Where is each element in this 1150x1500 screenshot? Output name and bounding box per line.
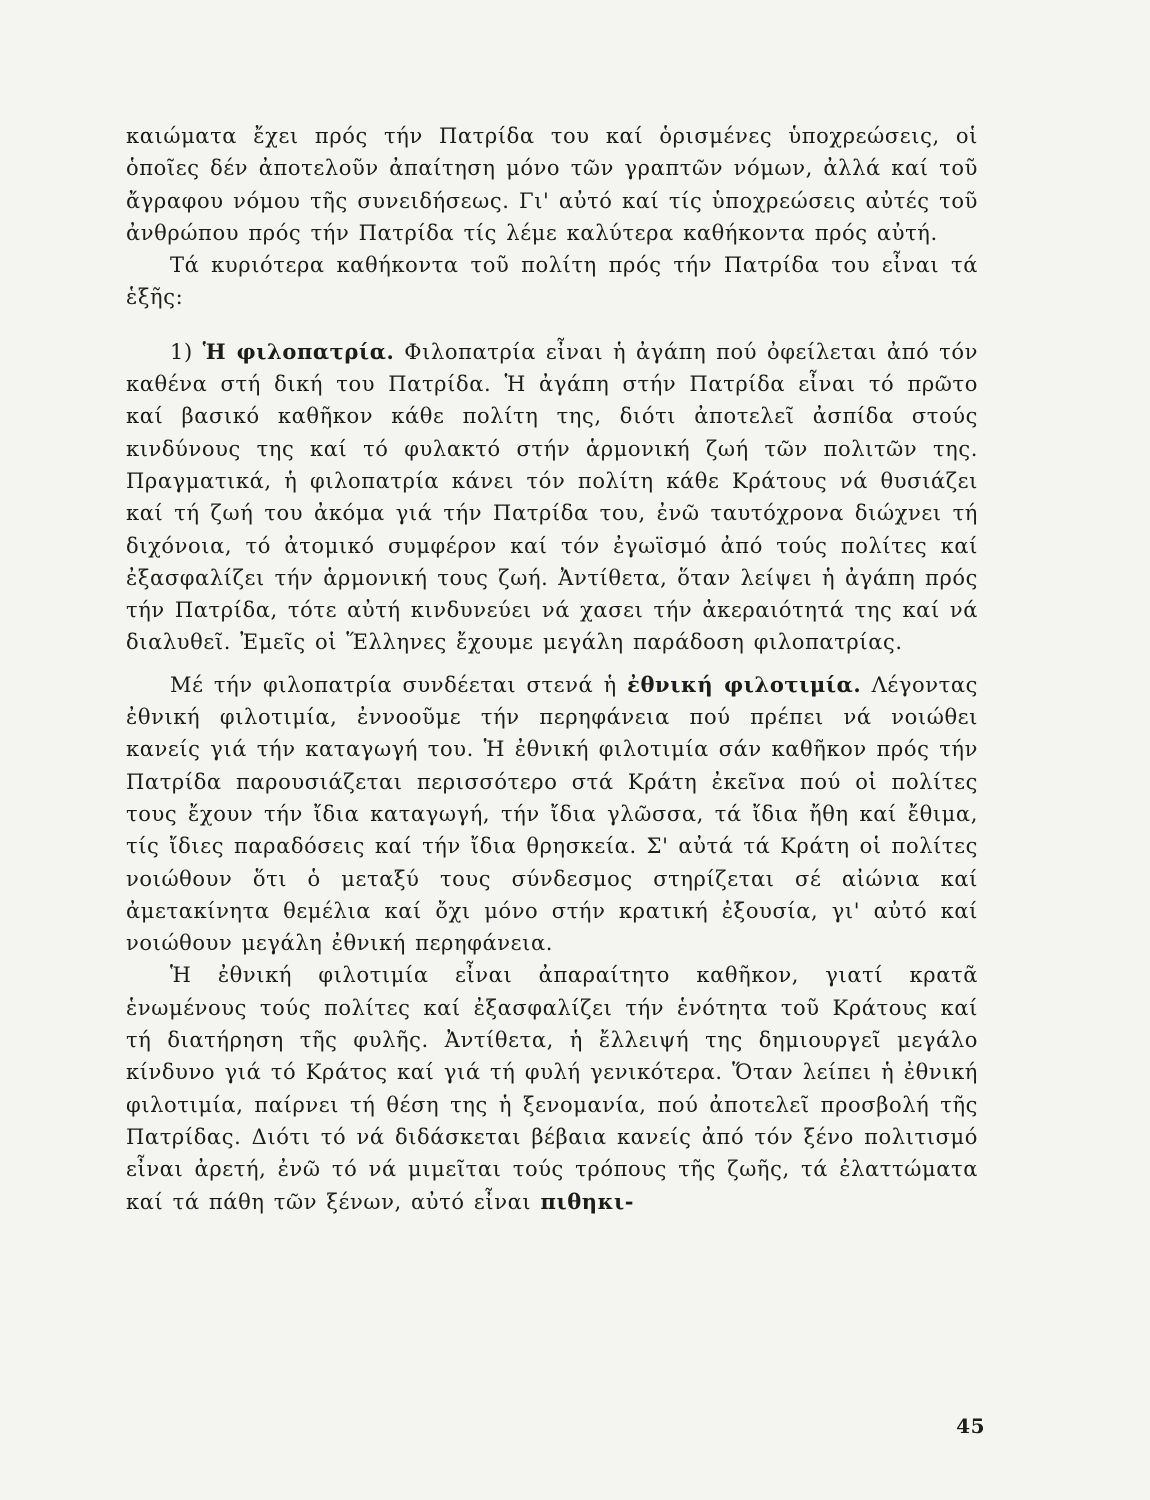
hyphenated-word-end: πιθηκι- bbox=[540, 1188, 635, 1214]
section-heading-patriotism: Ἡ φιλοπατρία. bbox=[202, 338, 395, 364]
paragraph-3-text: Φιλοπατρία εἶναι ἡ ἀγάπη πού ὀφείλεται ἀπό τόν καθένα στή δική του Πατρίδα. Ἡ ἀγάπη στήν Πατρίδα εἶναι τό πρῶτο καί βασικό καθῆκον κάθε πολίτη της, διότι ἀποτελεῖ ἀσπίδα στούς κινδύνους της καί τό φυλακτό στήν ἁρμονική ζωή τῶν πολιτῶν της. Πραγματικά, ἡ φιλοπατρία κάνει τόν πολίτη κάθε Κράτους νά θυσιάζει καί τή ζωή του ἀκόμα γιά τήν Πατρίδα του, ἐνῶ ταυτόχρονα διώχνει τή διχόνοια, τό ἀτομικό συμφέρον καί τόν ἐγωϊσμό ἀπό τούς πολίτες καί ἐξασφαλίζει τήν ἁρμονική τους ζωή. Ἀντίθετα, ὅταν λείψει ἡ ἀγάπη πρός τήν Πατρίδα, τότε αὐτή κινδυνεύει νά χασει τήν ἀκεραιότητά της καί νά διαλυθεῖ. Ἐμεῖς οἱ Ἕλληνες ἔχουμε μεγάλη παράδοση φιλοπατρίας. bbox=[126, 339, 979, 655]
paragraph-continuation bbox=[126, 120, 978, 249]
paragraph-1-text: καιώματα ἔχει πρός τήν Πατρίδα του καί ὁρισμένες ὑποχρεώσεις, οἱ ὁποῖες δέν ἀποτελοῦν ἀπαίτηση μόνο τῶν γραπτῶν νόμων, ἀλλά καί τοῦ ἄγραφου νόμου τῆς συνειδήσεως. Γι' αὐτό καί τίς ὑποχρεώσεις αὐτές τοῦ ἀνθρώπου πρός τήν Πατρίδα τίς λέμε καλύτερα καθήκοντα πρός αὐτή. bbox=[126, 124, 978, 245]
paragraph-4-after: Λέγοντας ἐθνική φιλοτιμία, ἐννοοῦμε τήν περηφάνεια πού πρέπει νά νοιώθει κανείς γιά τήν καταγωγή του. Ἡ ἐθνική φιλοτιμία σάν καθῆκον πρός τήν Πατρίδα παρουσιάζεται περισσότερο στά Κράτη ἐκεῖνα πού οἱ πολίτες τους ἔχουν τήν ἴδια καταγωγή, τήν ἴδια γλῶσσα, τά ἴδια ἤθη καί ἔθιμα, τίς ἴδιες παραδόσεις καί τήν ἴδια θρησκεία. Σ' αὐτά τά Κράτη οἱ πολίτες νοιώθουν ὅτι ὁ μεταξύ τους σύνδεσμος στηρίζεται σέ αἰώνια καί ἀμετακίνητα θεμέλια καί ὄχι μόνο στήν κρατική ἐξουσία, γι' αὐτό καί νοιώθουν μεγάλη ἐθνική περηφάνεια. bbox=[126, 672, 979, 956]
term-national-pride: ἐθνική φιλοτιμία. bbox=[627, 671, 862, 697]
paragraph-necessity bbox=[126, 959, 978, 1217]
paragraph-patriotism bbox=[126, 336, 978, 659]
paragraph-2-text: Τά κυριότερα καθήκοντα τοῦ πολίτη πρός τήν Πατρίδα του εἶναι τά ἑξῆς: bbox=[126, 253, 978, 310]
body-text bbox=[126, 120, 978, 1218]
paragraph-national-pride bbox=[126, 669, 978, 960]
paragraph-4-before: Μέ τήν φιλοπατρία συνδέεται στενά ἡ bbox=[170, 672, 617, 697]
list-number: 1) bbox=[170, 339, 193, 364]
paragraph-duties-intro bbox=[126, 249, 978, 314]
page-number: 45 bbox=[956, 1414, 985, 1438]
paragraph-5-text: Ἡ ἐθνική φιλοτιμία εἶναι ἀπαραίτητο καθῆκον, γιατί κρατᾶ ἑνωμένους τούς πολίτες καί ἐξασφαλίζει τήν ἑνότητα τοῦ Κράτους καί τή διατήρηση τῆς φυλῆς. Ἀντίθετα, ἡ ἔλλειψή της δημιουργεῖ μεγάλο κίνδυνο γιά τό Κράτος καί γιά τή φυλή γενικότερα. Ὅταν λείπει ἡ ἐθνική φιλοτιμία, παίρνει τή θέση της ἡ ξενομανία, πού ἀποτελεῖ προσβολή τῆς Πατρίδας. Διότι τό νά διδάσκεται βέβαια κανείς ἀπό τόν ξένο πολιτισμό εἶναι ἀρετή, ἐνῶ τό νά μιμεῖται τούς τρόπους τῆς ζωῆς, τά ἐλαττώματα καί τά πάθη τῶν ξένων, αὐτό εἶναι bbox=[126, 963, 978, 1214]
